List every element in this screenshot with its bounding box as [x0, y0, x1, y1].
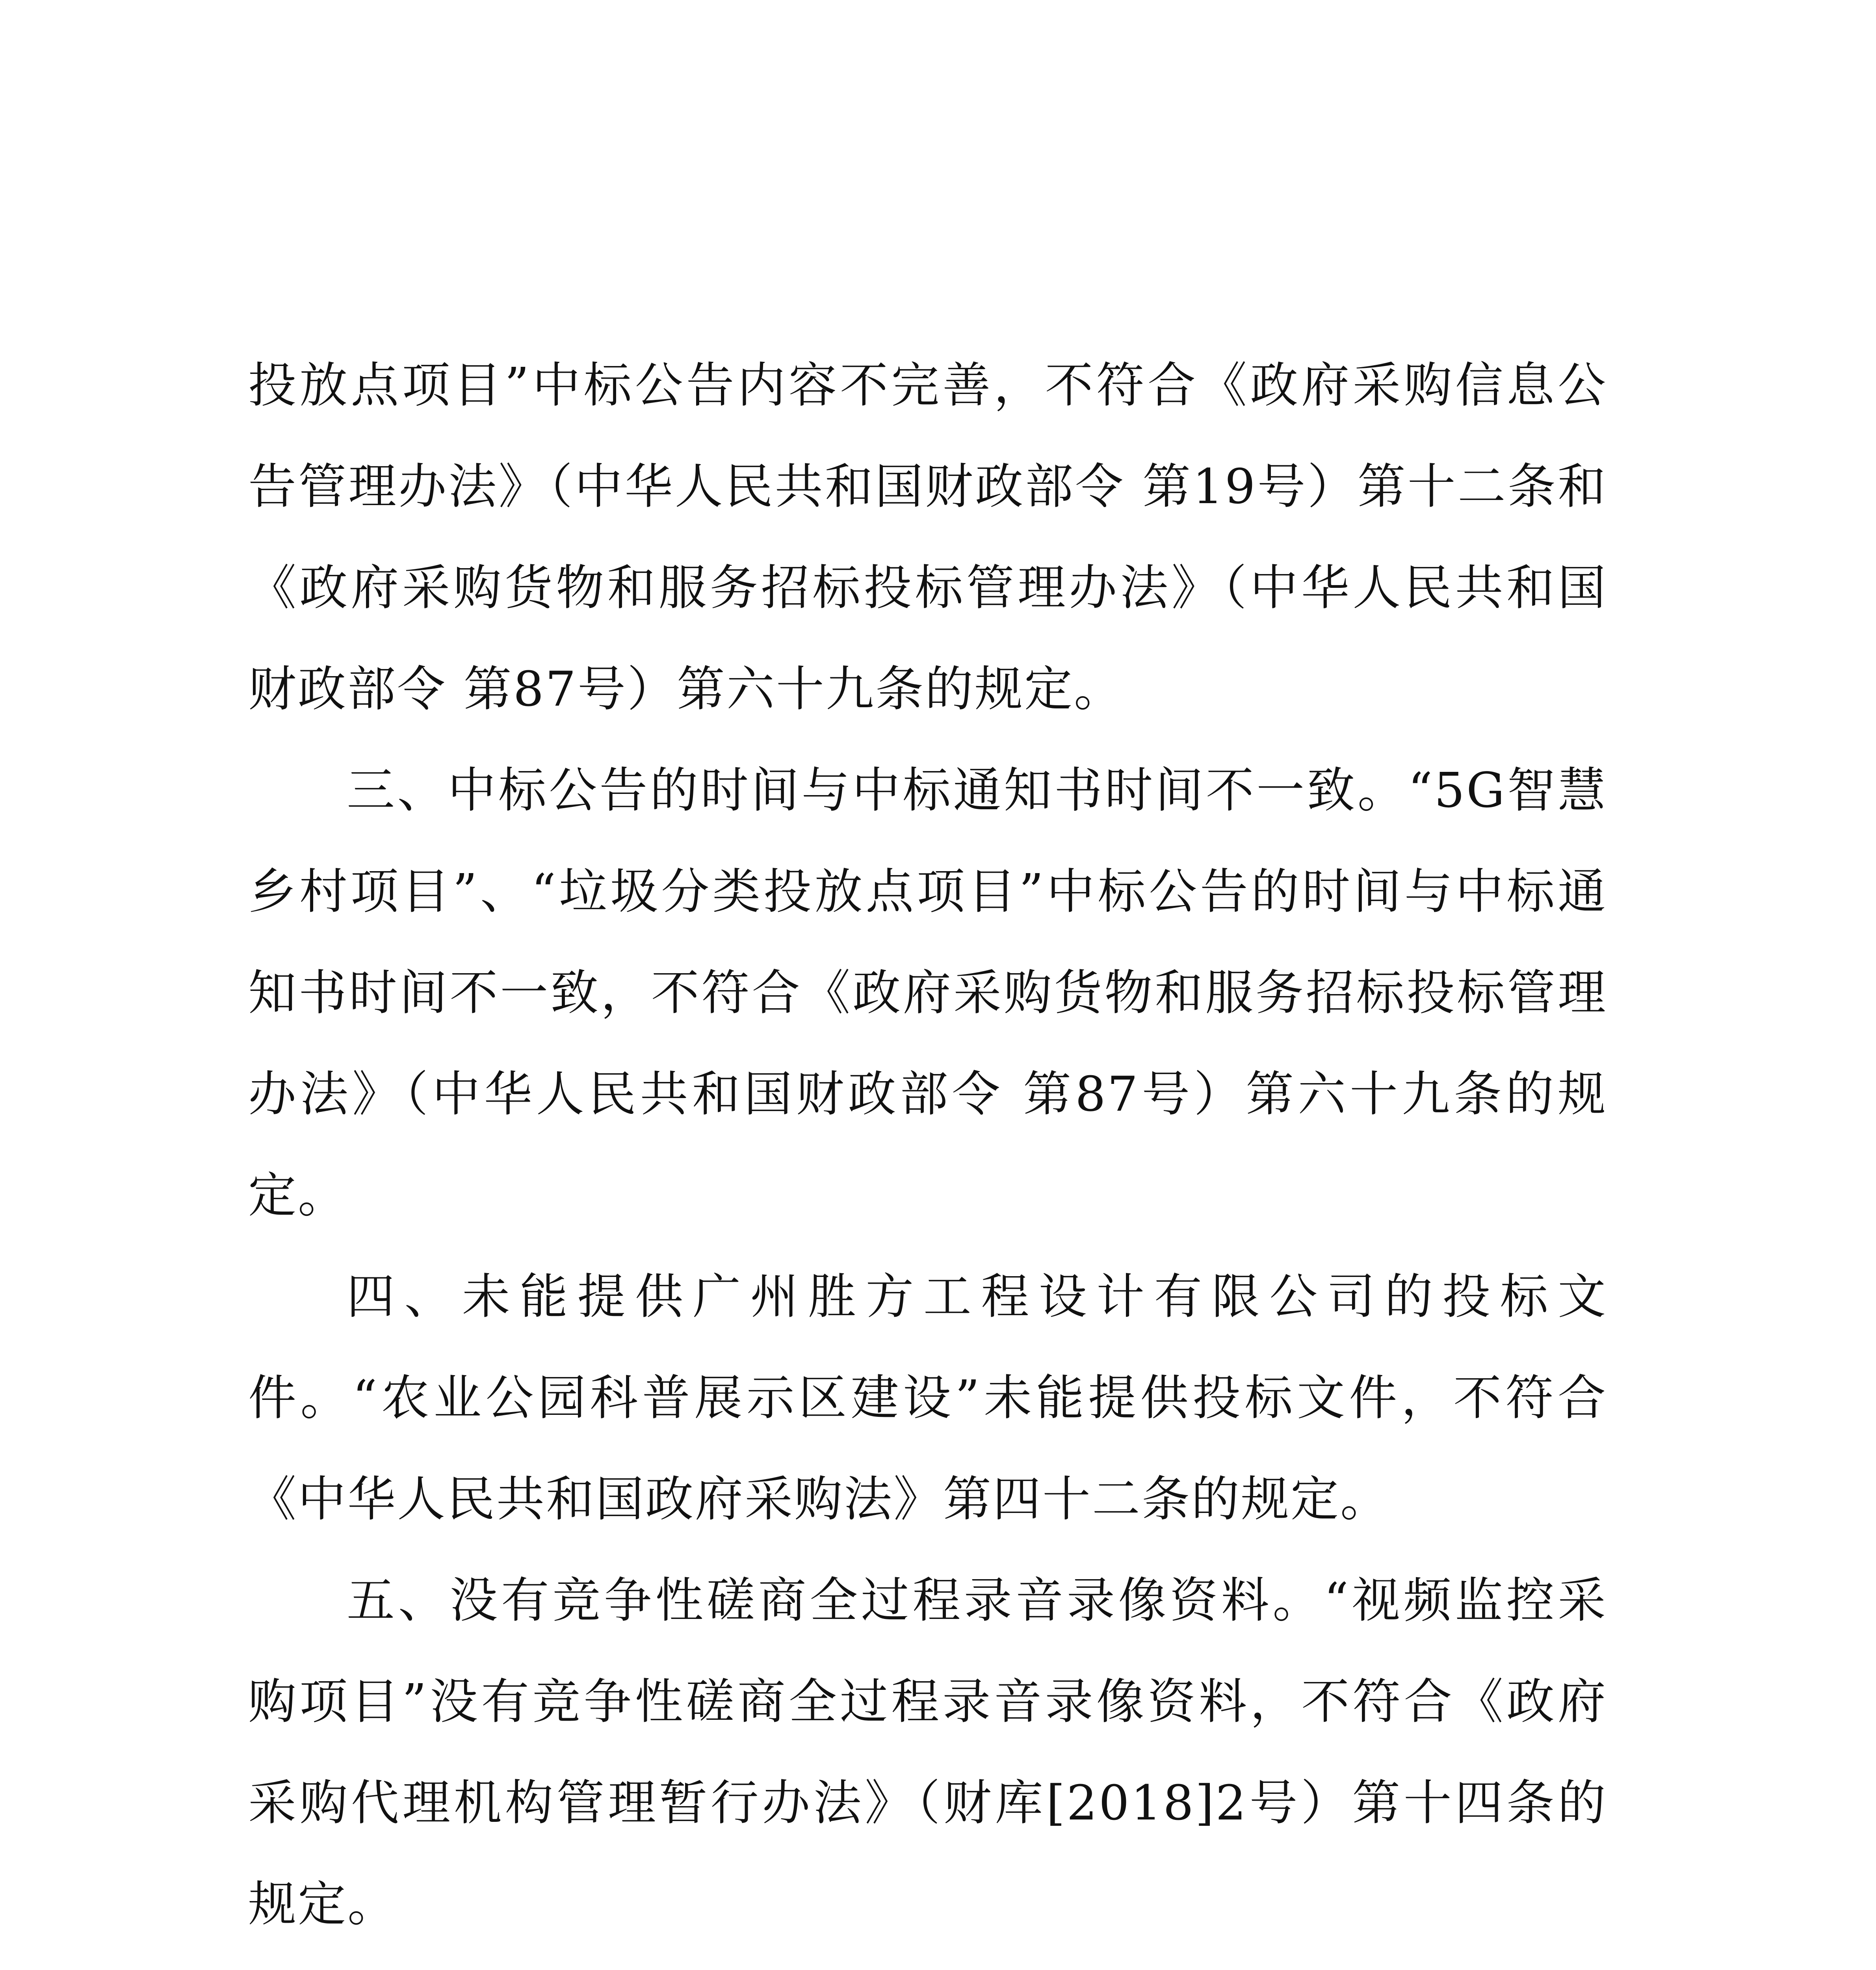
paragraph-item-4: 四、未能提供广州胜方工程设计有限公司的投标文件。“农业公园科普展示区建设”未能提供投标文件，不符合《中华人民共和国政府采购法》第四十二条的规定。	[248, 1269, 1607, 1527]
paragraph-continuation: 投放点项目”中标公告内容不完善，不符合《政府采购信息公告管理办法》（中华人民共和国财政部令 第19号）第十二条和《政府采购货物和服务招标投标管理办法》（中华人民共和国财政部令 第87号）第六十九条的规定。	[248, 357, 1607, 717]
paragraph-item-3: 三、中标公告的时间与中标通知书时间不一致。“5G智慧乡村项目”、“垃圾分类投放点项目”中标公告的时间与中标通知书时间不一致，不符合《政府采购货物和服务招标投标管理办法》（中华人民共和国财政部令 第87号）第六十九条的规定。	[248, 762, 1607, 1223]
body-text	[248, 335, 1607, 1970]
paragraph-item-6	[248, 1955, 1607, 1970]
paragraph-item-5: 五、没有竞争性磋商全过程录音录像资料。“视频监控采购项目”没有竞争性磋商全过程录音录像资料，不符合《政府采购代理机构管理暂行办法》（财库[2018]2号）第十四条的规定。	[248, 1572, 1607, 1932]
